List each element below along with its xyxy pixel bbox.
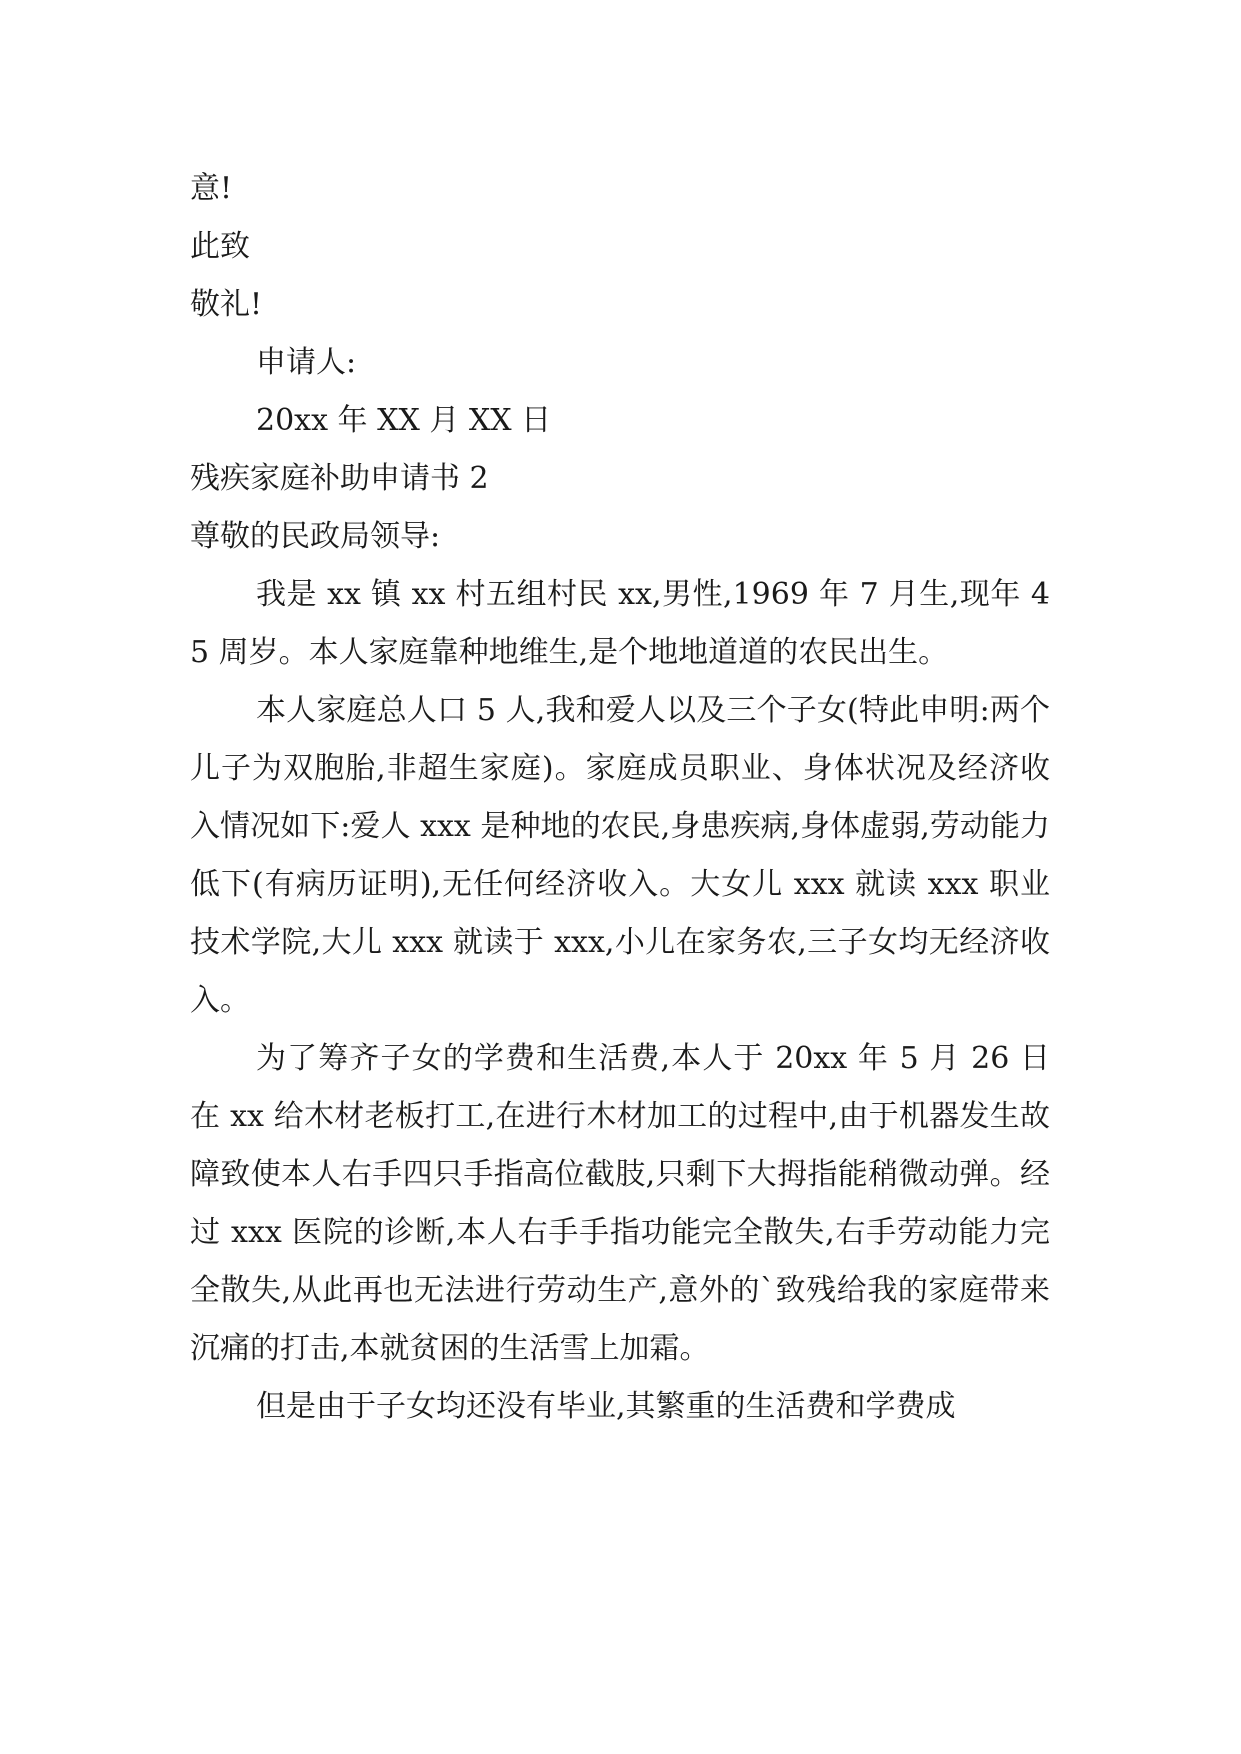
paragraph-accident: 为了筹齐子女的学费和生活费,本人于 20xx 年 5 月 26 日在 xx 给木材老板打工,在进行木材加工的过程中,由于机器发生故障致使本人右手四只手指高位截肢,只剩下大拇指能稍微动弹。经过 xxx 医院的诊断,本人右手手指功能完全散失,右手劳动能力完全散失,从此再也无法进行劳动生产,意外的`致残给我的家庭带来沉痛的打击,本就贫困的生活雪上加霜。 [190, 1041, 1050, 1366]
document-body [190, 160, 1050, 1436]
document-title: 残疾家庭补助申请书 2 [190, 461, 489, 496]
paragraph-intro: 我是 xx 镇 xx 村五组村民 xx,男性,1969 年 7 月生,现年 45 周岁。本人家庭靠种地维生,是个地地道道的农民出生。 [190, 577, 1050, 670]
applicant-label: 申请人: [256, 345, 357, 380]
respect-line: 敬礼! [190, 287, 263, 322]
salutation-close: 此致 [190, 229, 250, 264]
paragraph-family: 本人家庭总人口 5 人,我和爱人以及三个子女(特此申明:两个儿子为双胞胎,非超生家庭)。家庭成员职业、身体状况及经济收入情况如下:爱人 xxx 是种地的农民,身患疾病,身体虚弱,劳动能力低下(有病历证明),无任何经济收入。大女儿 xxx 就读 xxx 职业技术学院,大儿 xxx 就读于 xxx,小儿在家务农,三子女均无经济收入。 [190, 693, 1050, 1018]
paragraph-burden: 但是由于子女均还没有毕业,其繁重的生活费和学费成 [256, 1389, 956, 1424]
closing-fragment: 意! [190, 171, 233, 206]
date-line: 20xx 年 XX 月 XX 日 [256, 403, 552, 438]
greeting-line: 尊敬的民政局领导: [190, 519, 441, 554]
